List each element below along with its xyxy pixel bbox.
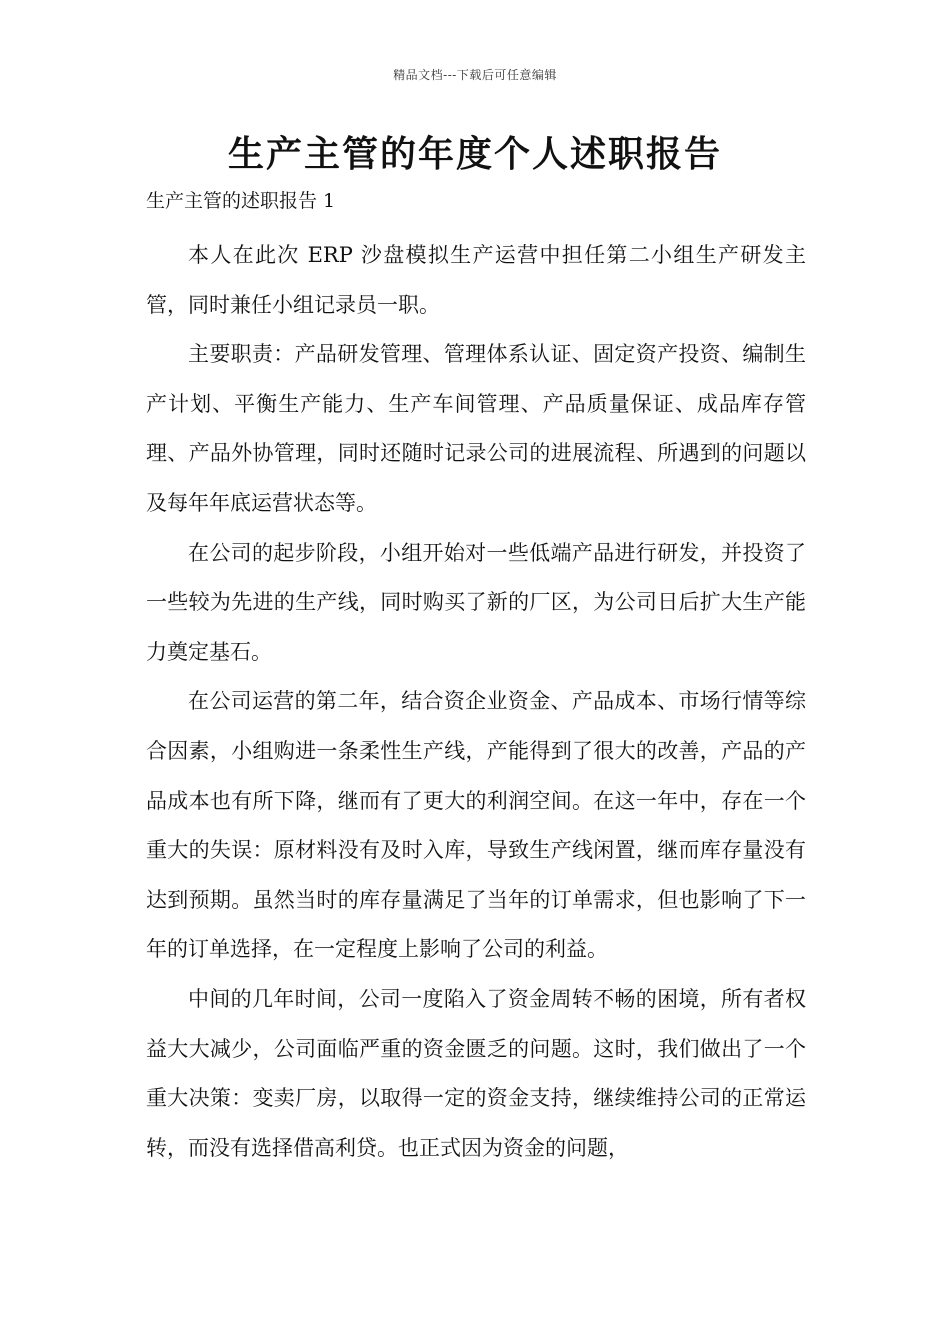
paragraph: 在公司的起步阶段，小组开始对一些低端产品进行研发，并投资了一些较为先进的生产线，同时购买了新的厂区，为公司日后扩大生产能力奠定基石。 [146, 540, 806, 664]
paragraph: 主要职责：产品研发管理、管理体系认证、固定资产投资、编制生产计划、平衡生产能力、生产车间管理、产品质量保证、成品库存管理、产品外协管理，同时还随时记录公司的进展流程、所遇到的问题以及每年年底运营状态等。 [146, 342, 806, 515]
paragraph: 本人在此次 ERP 沙盘模拟生产运营中担任第二小组生产研发主管，同时兼任小组记录员一职。 [146, 243, 806, 317]
section-subtitle: 生产主管的述职报告 1 [146, 190, 336, 212]
page-title: 生产主管的年度个人述职报告 [227, 133, 722, 175]
header-note: 精品文档---下载后可任意编辑 [393, 68, 557, 82]
paragraph: 在公司运营的第二年，结合资企业资金、产品成本、市场行情等综合因素，小组购进一条柔性生产线，产能得到了很大的改善，产品的产品成本也有所下降，继而有了更大的利润空间。在这一年中，存在一个重大的失误：原材料没有及时入库，导致生产线闲置，继而库存量没有达到预期。虽然当时的库存量满足了当年的订单需求，但也影响了下一年的订单选择，在一定程度上影响了公司的利益。 [146, 689, 806, 962]
document-body [146, 231, 806, 1173]
paragraph: 中间的几年时间，公司一度陷入了资金周转不畅的困境，所有者权益大大减少，公司面临严重的资金匮乏的问题。这时，我们做出了一个重大决策：变卖厂房，以取得一定的资金支持，继续维持公司的正常运转，而没有选择借高利贷。也正式因为资金的问题， [146, 986, 806, 1160]
